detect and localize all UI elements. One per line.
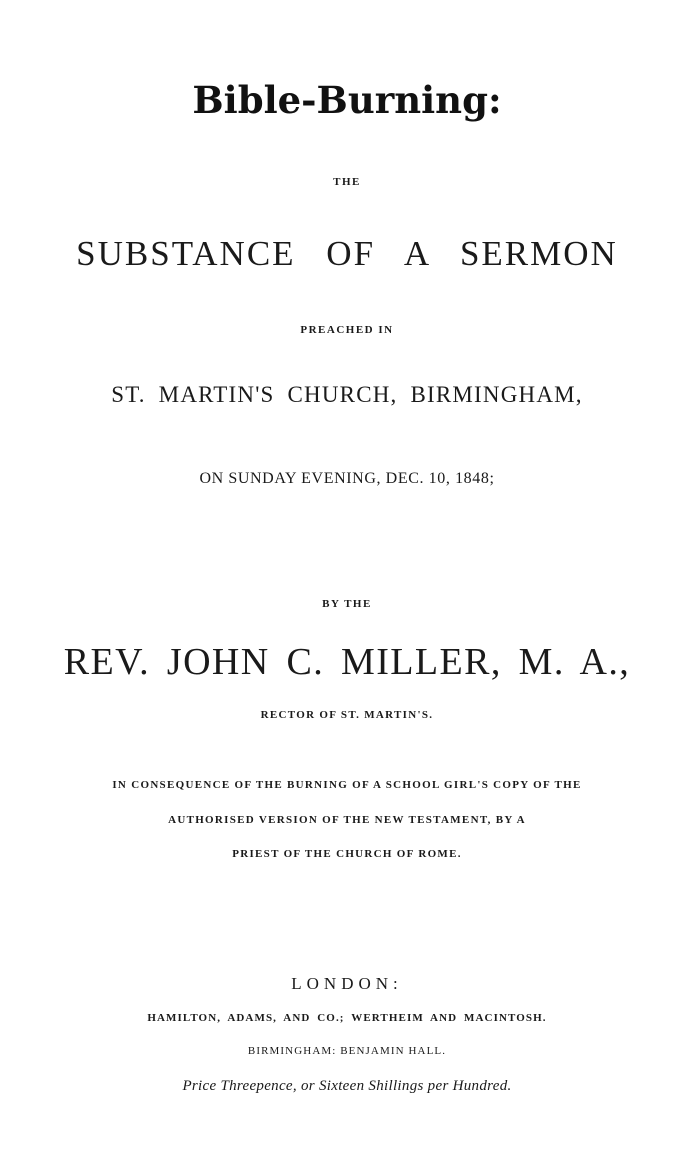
author-name: REV. JOHN C. MILLER, M. A., <box>63 641 631 683</box>
author-title: RECTOR OF ST. MARTIN'S. <box>260 709 434 721</box>
book-title: Bible-Burning: <box>192 78 502 122</box>
publishers: HAMILTON, ADAMS, AND CO.; WERTHEIM AND MACINTOSH. <box>147 1012 547 1024</box>
the-label: THE <box>333 176 361 188</box>
price-note: Price Threepence, or Sixteen Shillings per Hundred. <box>182 1078 512 1094</box>
occasion-line-1: IN CONSEQUENCE OF THE BURNING OF A SCHOOL GIRL'S COPY OF THE <box>112 779 582 791</box>
subtitle: SUBSTANCE OF A SERMON <box>76 234 618 273</box>
occasion-line-2: AUTHORISED VERSION OF THE NEW TESTAMENT, BY A <box>168 814 526 826</box>
birmingham-publisher: BIRMINGHAM: BENJAMIN HALL. <box>247 1045 447 1057</box>
sermon-date: ON SUNDAY EVENING, DEC. 10, 1848; <box>199 470 495 487</box>
by-the-label: BY THE <box>322 598 372 610</box>
preached-in-label: PREACHED IN <box>300 324 394 336</box>
church-name: ST. MARTIN'S CHURCH, BIRMINGHAM, <box>111 382 583 407</box>
publication-city: LONDON: <box>291 974 403 993</box>
occasion-line-3: PRIEST OF THE CHURCH OF ROME. <box>232 848 462 860</box>
